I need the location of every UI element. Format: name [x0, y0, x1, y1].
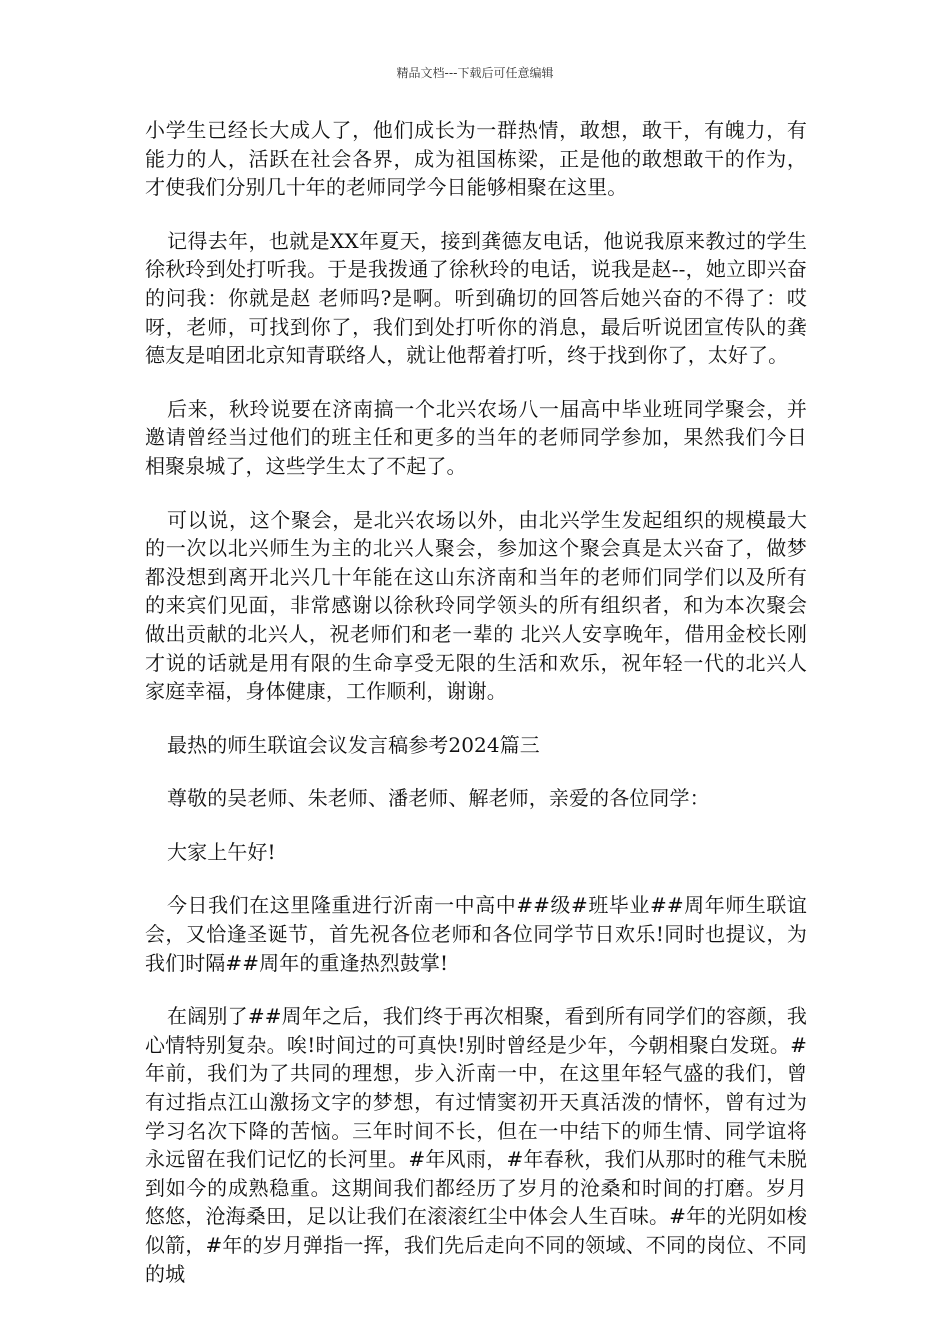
paragraph-reflection: 在阔别了##周年之后，我们终于再次相聚，看到所有同学们的容颜，我心情特别复杂。唉!时间过的可真快!别时曾经是少年，今朝相聚白发斑。#年前，我们为了共同的理想，步入沂南一中，在这里年轻气盛的我们，曾有过指点江山激扬文字的梦想，有过情窦初开天真活泼的情怀，曾有过为学习名次下降的苦恼。三年时间不长，但在一中结下的师生情、同学谊将永远留在我们记忆的长河里。#年风雨，#年春秋，我们从那时的稚气未脱到如今的成熟稳重。这期间我们都经历了岁月的沧桑和时间的打磨。岁月悠悠，沧海桑田，足以让我们在滚滚红尘中体会人生百味。#年的光阴如梭似箭，#年的岁月弹指一挥，我们先后走向不同的领域、不同的岗位、不同的城 [145, 1004, 807, 1286]
salutation: 尊敬的吴老师、朱老师、潘老师、解老师，亲爱的各位同学： [167, 786, 710, 811]
paragraph-continued: 小学生已经长大成人了，他们成长为一群热情，敢想，敢干，有魄力，有能力的人，活跃在社会各界，成为祖国栋梁，正是他的敢想敢干的作为，才使我们分别几十年的老师同学今日能够相聚在这里。 [145, 118, 807, 200]
greeting: 大家上午好! [167, 839, 276, 864]
document-body [145, 116, 807, 1288]
paragraph-reunion-plan: 后来，秋玲说要在济南搞一个北兴农场八一届高中毕业班同学聚会，并邀请曾经当过他们的班主任和更多的当年的老师同学参加，果然我们今日相聚泉城了，这些学生太了不起了。 [145, 396, 807, 478]
page-header: 精品文档---下载后可任意编辑 [396, 66, 554, 80]
paragraph-gratitude: 可以说，这个聚会，是北兴农场以外，由北兴学生发起组织的规模最大的一次以北兴师生为主的北兴人聚会，参加这个聚会真是太兴奋了，做梦都没想到离开北兴几十年能在这山东济南和当年的老师们同学们以及所有的来宾们见面，非常感谢以徐秋玲同学领头的所有组织者，和为本次聚会做出贡献的北兴人，祝老师们和老一辈的 北兴人安享晚年，借用金校长刚才说的话就是用有限的生命享受无限的生活和欢乐，祝年轻一代的北兴人家庭幸福，身体健康，工作顺利，谢谢。 [145, 507, 807, 704]
paragraph-phone-call: 记得去年，也就是XX年夏天，接到龚德友电话，他说我原来教过的学生徐秋玲到处打听我。于是我拨通了徐秋玲的电话，说我是赵--，她立即兴奋的问我：你就是赵 老师吗?是啊。听到确切的回答后她兴奋的不得了：哎呀，老师，可找到你了，我们到处打听你的消息，最后听说团宣传队的龚德友是咱团北京知青联络人，就让他帮着打听，终于找到你了，太好了。 [145, 228, 807, 368]
section-title: 最热的师生联谊会议发言稿参考2024篇三 [167, 732, 540, 757]
paragraph-opening: 今日我们在这里隆重进行沂南一中高中##级#班毕业##周年师生联谊会，又恰逢圣诞节，首先祝各位老师和各位同学节日欢乐!同时也提议，为我们时隔##周年的重逢热烈鼓掌! [145, 893, 807, 975]
